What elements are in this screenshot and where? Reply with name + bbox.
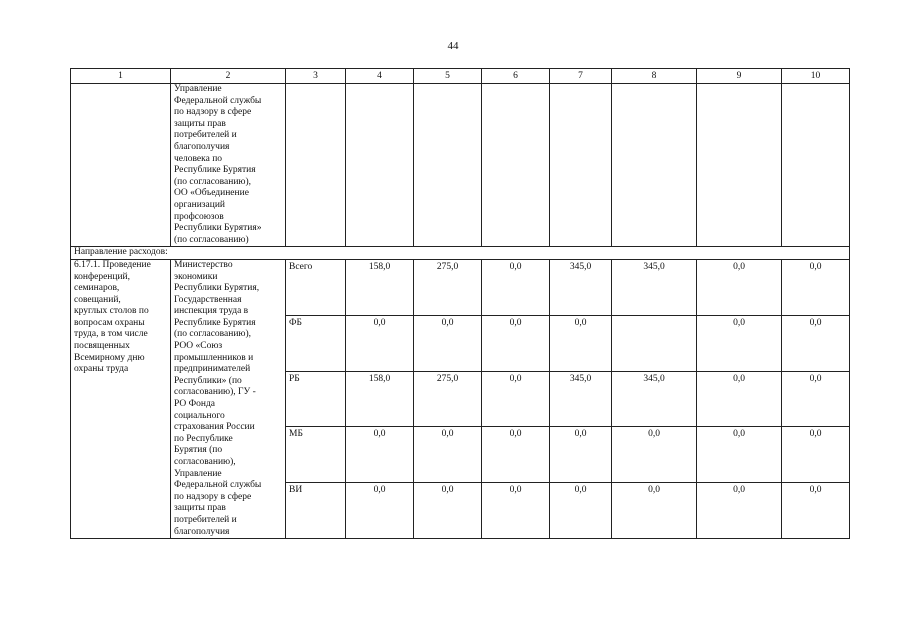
value-cell: 0,0	[414, 483, 482, 539]
value-cell: 0,0	[482, 259, 550, 315]
value-cell: 158,0	[346, 259, 414, 315]
header-cell: 4	[346, 69, 414, 84]
empty-cell	[286, 84, 346, 247]
empty-cell	[782, 84, 850, 247]
page-number: 44	[447, 40, 459, 52]
source-label: МБ	[286, 427, 346, 483]
value-cell: 0,0	[346, 483, 414, 539]
value-cell: 0,0	[346, 427, 414, 483]
empty-cell	[414, 84, 482, 247]
header-row	[71, 69, 850, 84]
value-cell: 0,0	[782, 483, 850, 539]
header-cell: 9	[697, 69, 782, 84]
budget-table	[70, 68, 850, 539]
value-cell: 0,0	[782, 427, 850, 483]
value-cell: 158,0	[346, 371, 414, 427]
empty-cell	[550, 84, 612, 247]
value-cell: 0,0	[550, 315, 612, 371]
data-row	[71, 259, 850, 315]
header-cell: 6	[482, 69, 550, 84]
value-cell: 0,0	[414, 427, 482, 483]
header-cell: 3	[286, 69, 346, 84]
value-cell: 0,0	[482, 315, 550, 371]
value-cell: 0,0	[697, 483, 782, 539]
value-cell: 345,0	[550, 371, 612, 427]
empty-cell	[346, 84, 414, 247]
value-cell: 0,0	[482, 427, 550, 483]
value-cell: 345,0	[612, 259, 697, 315]
value-cell: 275,0	[414, 259, 482, 315]
value-cell: 0,0	[612, 427, 697, 483]
source-label: РБ	[286, 371, 346, 427]
section-label: Направление расходов:	[71, 247, 850, 260]
value-cell: 0,0	[346, 315, 414, 371]
activity-name: 6.17.1. Проведение конференций, семинаров, совещаний, круглых столов по вопросам охраны труда, в том числе посвященных Всемирному дню охраны труда	[71, 259, 171, 538]
empty-cell	[612, 84, 697, 247]
header-cell: 2	[171, 69, 286, 84]
value-cell: 275,0	[414, 371, 482, 427]
value-cell: 0,0	[482, 483, 550, 539]
value-cell: 0,0	[482, 371, 550, 427]
value-cell: 0,0	[550, 483, 612, 539]
value-cell: 0,0	[782, 371, 850, 427]
continuation-row	[71, 84, 850, 247]
executor-continued: Управление Федеральной службы по надзору в сфере защиты прав потребителей и благополучия человека по Республике Бурятия (по согласованию), ОО «Объединение организаций профсоюзов Республики Бурятия» (по согласованию)	[171, 84, 286, 247]
value-cell: 0,0	[782, 315, 850, 371]
value-cell: 345,0	[550, 259, 612, 315]
source-label: ФБ	[286, 315, 346, 371]
empty-cell	[71, 84, 171, 247]
value-cell: 0,0	[782, 259, 850, 315]
value-cell	[612, 315, 697, 371]
value-cell: 0,0	[697, 427, 782, 483]
source-label: ВИ	[286, 483, 346, 539]
empty-cell	[482, 84, 550, 247]
header-cell: 10	[782, 69, 850, 84]
value-cell: 0,0	[697, 259, 782, 315]
value-cell: 0,0	[697, 371, 782, 427]
header-cell: 8	[612, 69, 697, 84]
header-cell: 1	[71, 69, 171, 84]
source-label: Всего	[286, 259, 346, 315]
value-cell: 345,0	[612, 371, 697, 427]
executor-list: Министерство экономики Республики Бурятия, Государственная инспекция труда в Республике Бурятия (по согласованию), РОО «Союз промышленников и предпринимателей Республики» (по согласованию), ГУ - РО Фонда социального страхования России по Республике Бурятия (по согласованию), Управление Федеральной службы по надзору в сфере защиты прав потребителей и благополучия	[171, 259, 286, 538]
section-row	[71, 247, 850, 260]
value-cell: 0,0	[414, 315, 482, 371]
value-cell: 0,0	[612, 483, 697, 539]
value-cell: 0,0	[550, 427, 612, 483]
header-cell: 7	[550, 69, 612, 84]
value-cell: 0,0	[697, 315, 782, 371]
empty-cell	[697, 84, 782, 247]
header-cell: 5	[414, 69, 482, 84]
